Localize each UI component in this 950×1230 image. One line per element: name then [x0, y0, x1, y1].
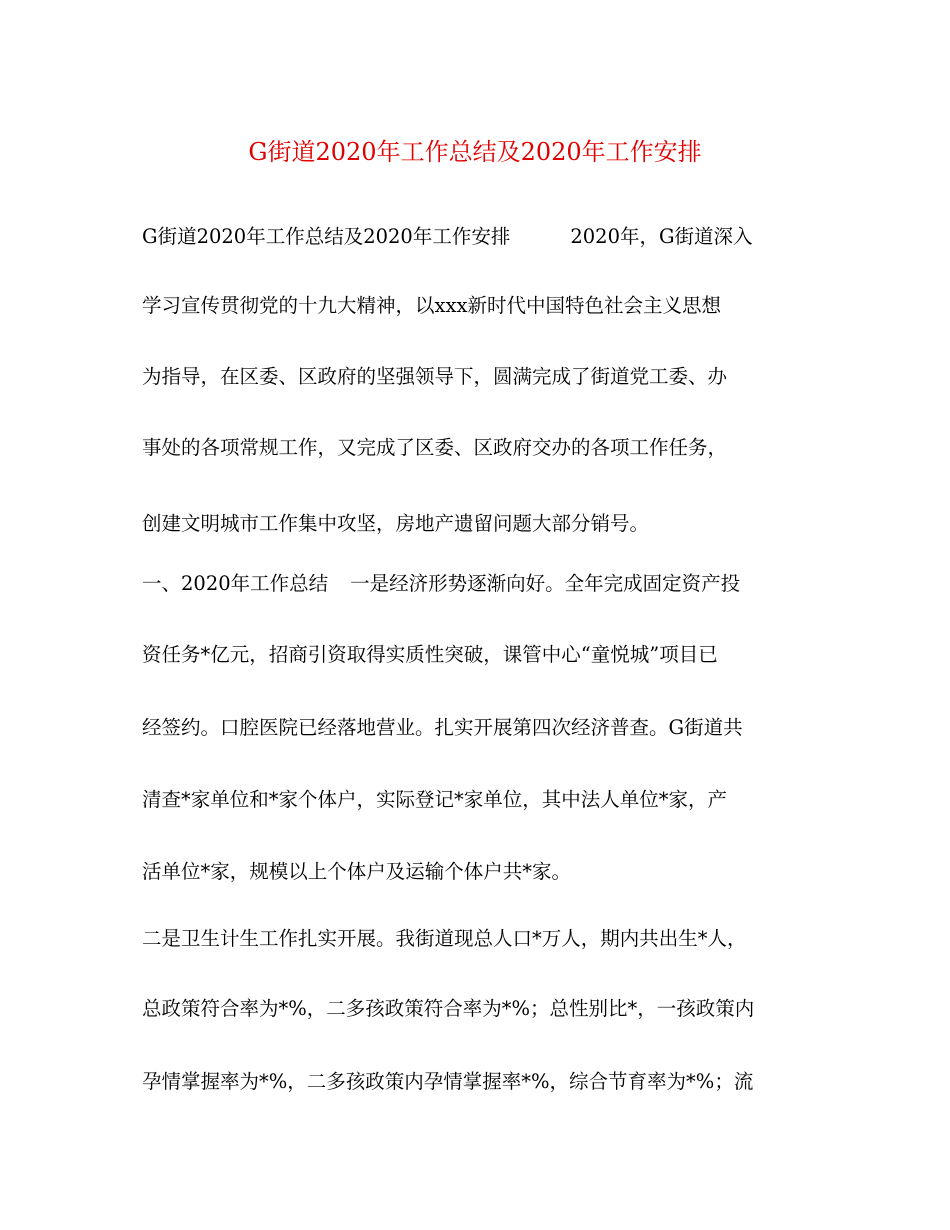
line-text: 为指导，在区委、区政府的坚强领导下，圆满完成了街道党工委、办	[142, 365, 728, 388]
paragraph-line	[142, 994, 754, 1024]
line-text: 一、2020年工作总结	[142, 572, 329, 595]
paragraph-line	[142, 924, 747, 954]
paragraph-line	[142, 785, 727, 815]
line-text: 活单位*家，规模以上个体户及运输个体户共*家。	[142, 860, 572, 883]
line-text: G街道2020年工作总结及2020年工作安排	[142, 225, 511, 248]
line-text: 孕情掌握率为*%，二多孩政策内孕情掌握率*%，综合节育率为*%；流	[142, 1070, 754, 1093]
line-text: 经签约。口腔医院已经落地营业。扎实开展第四次经济普查。G街道共	[142, 716, 743, 739]
line-text: 清查*家单位和*家个体户，实际登记*家单位，其中法人单位*家，产	[142, 788, 728, 811]
line-text: 总政策符合率为*%，二多孩政策符合率为*%；总性别比*，一孩政策内	[142, 997, 755, 1020]
paragraph-line	[142, 291, 721, 321]
paragraph-line	[142, 569, 740, 599]
line-text: 事处的各项常规工作，又完成了区委、区政府交办的各项工作任务，	[142, 436, 728, 459]
paragraph-line	[142, 222, 753, 252]
line-text-continued: 2020年，G街道深入	[570, 225, 753, 248]
paragraph-line	[142, 713, 743, 743]
line-text: 学习宣传贯彻党的十九大精神，以xxx新时代中国特色社会主义思想	[142, 294, 721, 317]
paragraph-line	[142, 362, 727, 392]
paragraph-line	[142, 509, 649, 539]
paragraph-line	[142, 433, 727, 463]
line-text: 二是卫生计生工作扎实开展。我街道现总人口*万人，期内共出生*人，	[142, 927, 747, 950]
line-text: 资任务*亿元，招商引资取得实质性突破，课管中心“童悦城”项目已	[142, 643, 718, 666]
paragraph-line	[142, 1067, 753, 1097]
paragraph-line	[142, 640, 718, 670]
line-text: 创建文明城市工作集中攻坚，房地产遗留问题大部分销号。	[142, 512, 650, 535]
document-title: G街道2020年工作总结及2020年工作安排	[248, 138, 702, 166]
paragraph-line	[142, 857, 571, 887]
line-text-continued: 一是经济形势逐渐向好。全年完成固定资产投	[350, 572, 741, 595]
